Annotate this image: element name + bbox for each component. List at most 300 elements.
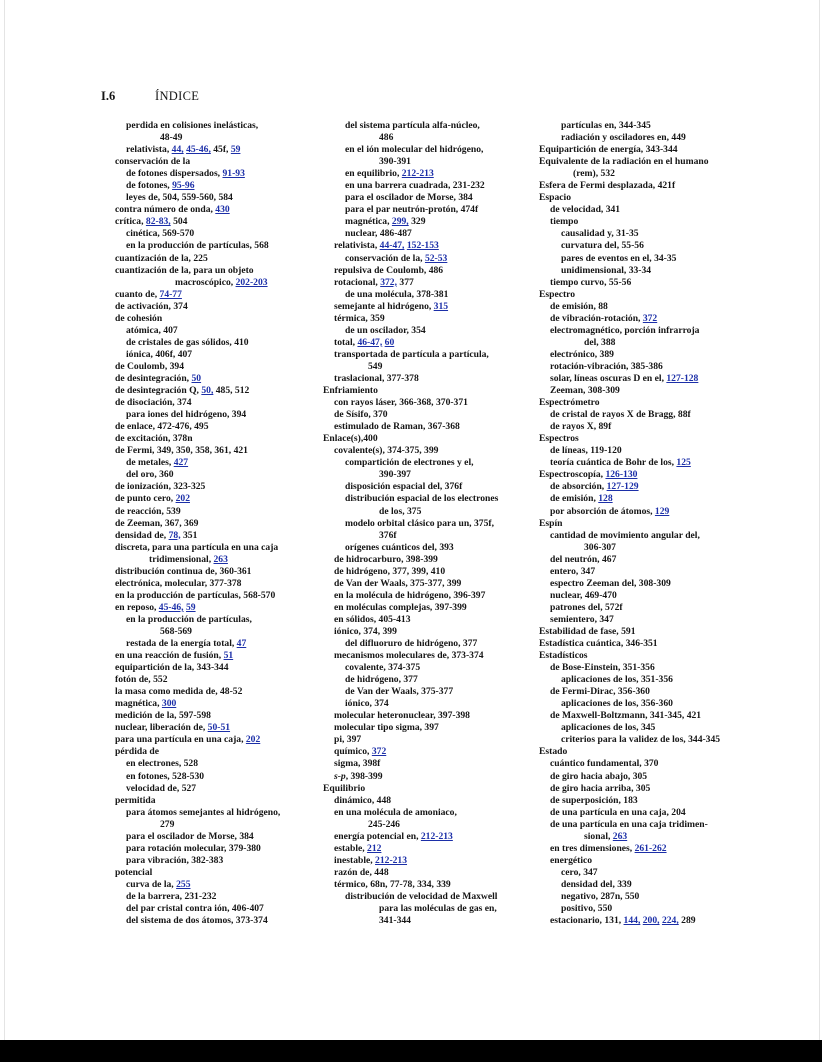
entry-text: de hidrógeno, 377 xyxy=(345,674,418,686)
index-entry xyxy=(115,144,320,156)
entry-text: de superposición, 183 xyxy=(550,794,638,806)
index-entry xyxy=(115,614,320,626)
page-reference-link[interactable]: 212-213 xyxy=(375,854,408,866)
entry-text: para el par neutrón-protón, 474f xyxy=(345,204,479,216)
entry-text: radiación y osciladores en, 449 xyxy=(561,132,686,144)
entry-text: (rem), 532 xyxy=(573,168,615,180)
entry-text: perdida en colisiones inelásticas, xyxy=(126,120,259,131)
entry-text: de cristal de rayos X de Bragg, 88f xyxy=(550,409,691,421)
index-entry xyxy=(539,674,754,686)
page-reference-link[interactable]: 202 xyxy=(245,734,261,746)
entry-text: la masa como medida de, 48-52 xyxy=(115,686,243,698)
entry-text: para el oscilador de Morse, 384 xyxy=(126,830,254,842)
entry-text: criterios para la validez de los, 344-345 xyxy=(561,734,721,746)
entry-text: partículas en, 344-345 xyxy=(561,120,651,131)
entry-text: electromagnético, porción infrarroja xyxy=(550,324,700,336)
entry-text: distribución continua de, 360-361 xyxy=(115,565,252,577)
index-entry xyxy=(539,650,754,662)
page-reference-link[interactable]: 46-47, xyxy=(357,336,383,348)
entry-text: de ionización, 323-325 xyxy=(115,481,206,493)
entry-text: modelo orbital clásico para un, 375f, xyxy=(345,517,494,529)
index-entry xyxy=(539,469,754,481)
entry-text: químico, xyxy=(334,746,372,758)
index-entry xyxy=(539,240,754,252)
index-entry xyxy=(539,277,754,289)
entry-text: Zeeman, 308-309 xyxy=(550,385,620,397)
page-reference-link[interactable]: 50, xyxy=(201,385,214,397)
index-entry xyxy=(115,518,320,530)
index-entry xyxy=(539,518,754,530)
entry-text: para una partícula en una caja, xyxy=(115,734,246,746)
entry-text: patrones del, 572f xyxy=(550,601,623,613)
entry-text: de metales, xyxy=(126,457,174,469)
entry-text: para rotación molecular, 379-380 xyxy=(126,842,261,854)
page-reference-link[interactable]: 50 xyxy=(191,372,202,384)
entry-text: rotación-vibración, 385-386 xyxy=(550,360,663,372)
index-entry xyxy=(115,493,320,505)
page-reference-link[interactable]: 315 xyxy=(433,300,449,312)
index-entry xyxy=(539,638,754,650)
page-reference-link[interactable]: 224, xyxy=(661,915,679,927)
index-entry xyxy=(115,578,320,590)
index-entry xyxy=(115,867,320,879)
index-entry xyxy=(539,843,754,855)
index-entry-continuation xyxy=(323,132,533,144)
entry-text: de disociación, 374 xyxy=(115,397,192,409)
page-reference-link[interactable]: 255 xyxy=(176,878,191,890)
index-entry-continuation xyxy=(115,554,320,566)
entry-text: en el ión molecular del hidrógeno, xyxy=(345,144,484,156)
entry-text: 341-344 xyxy=(379,915,411,927)
index-entry-continuation xyxy=(539,168,754,180)
entry-text: para las moléculas de gas en, xyxy=(379,903,497,915)
entry-text: de Coulomb, 394 xyxy=(115,360,185,372)
entry-text: inestable, xyxy=(334,854,376,866)
index-entry-continuation xyxy=(323,469,533,481)
page-reference-link[interactable]: 44, xyxy=(171,144,184,156)
index-entry xyxy=(539,385,754,397)
entry-text: Enlace(s),400 xyxy=(323,433,378,445)
entry-text: repulsiva de Coulomb, 486 xyxy=(334,264,444,276)
entry-text: magnética, xyxy=(345,216,392,228)
index-entry xyxy=(323,204,533,216)
index-entry xyxy=(539,421,754,433)
index-entry xyxy=(539,253,754,265)
entry-text: iónica, 406f, 407 xyxy=(126,348,193,360)
index-entry xyxy=(115,289,320,301)
page-reference-link[interactable]: 45-46, xyxy=(158,601,184,613)
index-entry xyxy=(539,156,754,168)
entry-text: negativo, 287n, 550 xyxy=(561,891,640,902)
index-entry-continuation xyxy=(323,361,533,373)
entry-text: sional, xyxy=(584,830,613,842)
entry-text: fotón de, 552 xyxy=(115,674,168,686)
entry-text: Equivalente de la radiación en el humano xyxy=(539,156,709,168)
entry-text: cantidad de movimiento angular del, xyxy=(550,529,700,541)
entry-text: cero, 347 xyxy=(561,866,598,878)
index-entry xyxy=(539,915,754,927)
page-reference-link[interactable]: 372 xyxy=(642,312,658,324)
index-entry xyxy=(323,566,533,578)
index-entry xyxy=(323,325,533,337)
entry-text: atómica, 407 xyxy=(126,324,178,336)
index-entry xyxy=(323,192,533,204)
page-reference-link[interactable]: 60 xyxy=(384,336,395,348)
page-reference-link[interactable]: 202 xyxy=(175,493,190,505)
index-entry xyxy=(323,614,533,626)
index-entry xyxy=(539,457,754,469)
entry-text: curvatura del, 55-56 xyxy=(561,240,644,252)
entry-text: transportada de partícula a partícula, xyxy=(334,348,489,360)
page-reference-link[interactable]: 263 xyxy=(612,830,628,842)
entry-text: restada de la energía total, xyxy=(126,638,237,650)
index-entry xyxy=(323,686,533,698)
page-title: ÍNDICE xyxy=(155,89,200,103)
index-entry xyxy=(115,734,320,746)
index-entry xyxy=(323,891,533,903)
index-entry xyxy=(323,843,533,855)
entry-text: del sistema de dos átomos, 373-374 xyxy=(126,915,268,927)
index-entry xyxy=(115,674,320,686)
page-reference-link[interactable]: 82-83, xyxy=(145,216,171,228)
index-entry xyxy=(323,795,533,807)
entry-text: contra número de onda, xyxy=(115,204,216,216)
index-entry xyxy=(539,204,754,216)
index-entry xyxy=(539,325,754,337)
entry-text: de líneas, 119-120 xyxy=(550,445,622,457)
entry-text: total, xyxy=(334,336,358,348)
entry-text: de desintegración Q, xyxy=(115,385,202,397)
index-entry xyxy=(115,156,320,168)
entry-text: en una barrera cuadrada, 231-232 xyxy=(345,180,485,192)
index-entry xyxy=(115,710,320,722)
page-reference-link[interactable]: 44-47, xyxy=(379,240,405,252)
index-entry xyxy=(115,566,320,578)
entry-text: unidimensional, 33-34 xyxy=(561,264,652,276)
index-entry xyxy=(539,771,754,783)
entry-text: para átomos semejantes al hidrógeno, xyxy=(126,806,281,818)
index-entry xyxy=(323,493,533,505)
index-entry-continuation xyxy=(323,156,533,168)
entry-text: velocidad de, 527 xyxy=(126,782,197,794)
index-entry xyxy=(115,831,320,843)
entry-text: en moléculas complejas, 397-399 xyxy=(334,601,467,613)
index-column-1 xyxy=(115,120,320,927)
index-entry xyxy=(323,144,533,156)
entry-text: pares de eventos en el, 34-35 xyxy=(561,252,677,264)
index-entry xyxy=(115,542,320,554)
entry-text: mecanismos moleculares de, 373-374 xyxy=(334,650,484,662)
index-entry xyxy=(539,626,754,638)
index-entry xyxy=(323,301,533,313)
page-reference-link[interactable]: 202-203 xyxy=(235,276,268,288)
entry-text: molecular heteronuclear, 397-398 xyxy=(334,710,470,722)
entry-text: de Sísifo, 370 xyxy=(334,409,388,421)
index-entry xyxy=(115,240,320,252)
entry-text: de un oscilador, 354 xyxy=(345,324,426,336)
entry-text: nuclear, 469-470 xyxy=(550,589,617,601)
entry-text: Estabilidad de fase, 591 xyxy=(539,625,636,637)
page-reference-link[interactable]: 212 xyxy=(367,842,382,854)
entry-text: rotacional, xyxy=(334,276,381,288)
entry-text: para iones del hidrógeno, 394 xyxy=(126,409,247,421)
entry-text: densidad de, xyxy=(115,529,169,541)
page-reference-link[interactable]: 128 xyxy=(598,493,613,505)
index-entry xyxy=(115,313,320,325)
entry-text: potencial xyxy=(115,866,153,878)
index-entry xyxy=(539,530,754,542)
entry-text: de cristales de gas sólidos, 410 xyxy=(126,336,249,348)
entry-text: del neutrón, 467 xyxy=(550,553,617,565)
entry-text: macroscópico, xyxy=(175,276,236,288)
entry-text: Equipartición de energía, 343-344 xyxy=(539,144,678,156)
page-reference-link[interactable]: 127-129 xyxy=(606,481,639,493)
index-entry xyxy=(115,192,320,204)
page-reference-link[interactable]: 430 xyxy=(215,204,230,216)
entry-text: de una partícula en una caja tridimen- xyxy=(550,818,708,830)
page-reference-link[interactable]: 78, xyxy=(168,529,181,541)
index-entry xyxy=(539,867,754,879)
index-entry xyxy=(323,289,533,301)
index-entry xyxy=(323,433,533,445)
index-entry xyxy=(539,722,754,734)
entry-text: magnética, xyxy=(115,698,162,710)
index-entry xyxy=(115,204,320,216)
entry-text: 306-307 xyxy=(584,541,616,553)
entry-text: 377 xyxy=(397,276,414,288)
index-entry xyxy=(539,783,754,795)
document-page xyxy=(4,0,820,1040)
page-reference-link[interactable]: 52-53 xyxy=(424,252,448,264)
entry-text: espectro Zeeman del, 308-309 xyxy=(550,577,671,589)
entry-text: estacionario, 131, xyxy=(550,915,624,927)
entry-text: de excitación, 378n xyxy=(115,433,193,445)
entry-text: de rayos X, 89f xyxy=(550,421,612,433)
index-entry xyxy=(539,397,754,409)
index-entry xyxy=(115,650,320,662)
entry-text: de giro hacia abajo, 305 xyxy=(550,770,648,782)
entry-text: del par cristal contra ión, 406-407 xyxy=(126,903,264,915)
page-reference-link[interactable]: 427 xyxy=(173,457,189,469)
page-reference-link[interactable]: 95-96 xyxy=(172,180,195,192)
index-entry xyxy=(539,481,754,493)
entry-text: cuantización de la, para un objeto xyxy=(115,264,254,276)
index-entry xyxy=(539,566,754,578)
page-reference-link[interactable]: 299, xyxy=(391,216,409,228)
index-entry xyxy=(115,795,320,807)
entry-text: en la producción de partículas, xyxy=(126,613,252,625)
index-entry xyxy=(323,746,533,758)
page-reference-link[interactable]: 59 xyxy=(185,601,196,613)
entry-text: estable, xyxy=(334,842,368,854)
index-entry xyxy=(115,265,320,277)
index-entry xyxy=(323,734,533,746)
index-entry xyxy=(539,662,754,674)
index-entry xyxy=(539,746,754,758)
index-entry xyxy=(115,409,320,421)
entry-text: positivo, 550 xyxy=(561,903,613,915)
entry-text: de Fermi-Dirac, 356-360 xyxy=(550,686,650,698)
index-entry xyxy=(115,506,320,518)
index-entry xyxy=(323,710,533,722)
index-entry xyxy=(539,807,754,819)
index-entry-continuation xyxy=(539,542,754,554)
entry-text: semientero, 347 xyxy=(550,613,614,625)
page-reference-link[interactable]: 59 xyxy=(230,144,241,156)
index-entry xyxy=(323,265,533,277)
entry-text: sigma, 398f xyxy=(334,758,381,770)
entry-text: molecular tipo sigma, 397 xyxy=(334,722,439,734)
entry-text: nuclear, liberación de, xyxy=(115,722,208,734)
entry-text: de hidrocarburo, 398-399 xyxy=(334,553,438,565)
index-entry xyxy=(115,891,320,903)
page-reference-link[interactable]: 152-153 xyxy=(406,240,439,252)
page-reference-link[interactable]: 125 xyxy=(676,457,691,469)
index-entry xyxy=(115,638,320,650)
entry-text: de absorción, xyxy=(550,481,607,493)
index-entry xyxy=(115,903,320,915)
index-entry xyxy=(323,831,533,843)
entry-text: entero, 347 xyxy=(550,565,596,577)
index-entry xyxy=(323,168,533,180)
index-entry xyxy=(539,132,754,144)
entry-text: de la barrera, 231-232 xyxy=(126,891,217,902)
page-reference-link[interactable]: 51 xyxy=(223,650,234,662)
page-reference-link[interactable]: 91-93 xyxy=(222,168,245,180)
entry-text: de reacción, 539 xyxy=(115,505,181,517)
page-reference-link[interactable]: 263 xyxy=(213,553,228,565)
index-entry xyxy=(115,373,320,385)
entry-text: del difluoruro de hidrógeno, 377 xyxy=(345,638,478,650)
index-entry xyxy=(323,554,533,566)
index-entry xyxy=(115,915,320,927)
entry-text: 289 xyxy=(678,915,696,927)
index-entry xyxy=(115,590,320,602)
entry-text: aplicaciones de los, 345 xyxy=(561,722,656,734)
index-entry xyxy=(115,349,320,361)
entry-text: de vibración-rotación, xyxy=(550,312,643,324)
index-entry xyxy=(539,373,754,385)
index-entry xyxy=(115,120,320,132)
page-reference-link[interactable]: 45-46, xyxy=(186,144,211,156)
entry-text: iónico, 374, 399 xyxy=(334,625,397,637)
entry-text: Espacio xyxy=(539,192,571,204)
index-entry xyxy=(323,421,533,433)
index-entry xyxy=(115,771,320,783)
page-reference-link[interactable]: 372 xyxy=(371,746,387,758)
page-reference-link[interactable]: 50-51 xyxy=(207,722,231,734)
index-entry xyxy=(115,530,320,542)
entry-text: orígenes cuánticos del, 393 xyxy=(345,541,454,553)
entry-text: en una reacción de fusión, xyxy=(115,650,224,662)
entry-text: iónico, 374 xyxy=(345,698,389,710)
index-entry xyxy=(539,819,754,831)
entry-text: en sólidos, 405-413 xyxy=(334,613,411,625)
entry-text: de Maxwell-Boltzmann, 341-345, 421 xyxy=(550,710,702,722)
entry-text: en la producción de partículas, 568-570 xyxy=(115,589,276,601)
index-entry xyxy=(539,590,754,602)
entry-text: de fotones dispersados, xyxy=(126,168,223,180)
page-reference-link[interactable]: 127-128 xyxy=(666,372,699,384)
index-entry xyxy=(323,253,533,265)
page-reference-link[interactable]: 261-262 xyxy=(634,842,667,854)
page-reference-link[interactable]: 372, xyxy=(380,276,397,288)
index-entry-continuation xyxy=(115,819,320,831)
entry-text: electrónica, molecular, 377-378 xyxy=(115,577,242,589)
page-reference-link[interactable]: 74-77 xyxy=(159,288,182,300)
entry-text: 504 xyxy=(170,216,188,228)
page-reference-link[interactable]: 129 xyxy=(654,505,670,517)
index-entry xyxy=(539,120,754,132)
index-entry xyxy=(539,614,754,626)
entry-text: 45f, xyxy=(210,144,231,156)
entry-text: cuantización de la, 225 xyxy=(115,252,208,264)
entry-text: para vibración, 382-383 xyxy=(126,854,224,866)
entry-text: aplicaciones de los, 356-360 xyxy=(561,698,673,710)
index-entry xyxy=(539,144,754,156)
entry-text: de una molécula, 378-381 xyxy=(345,288,449,300)
entry-text: térmico, 68n, 77-78, 334, 339 xyxy=(334,878,451,890)
index-entry-continuation xyxy=(115,132,320,144)
page-reference-link[interactable]: 144, xyxy=(623,915,641,927)
entry-text: Espín xyxy=(539,517,563,529)
index-entry xyxy=(115,385,320,397)
index-entry xyxy=(115,783,320,795)
entry-text: de enlace, 472-476, 495 xyxy=(115,421,209,433)
index-entry xyxy=(539,698,754,710)
index-entry xyxy=(323,650,533,662)
index-entry xyxy=(115,855,320,867)
index-entry xyxy=(323,722,533,734)
index-entry xyxy=(539,289,754,301)
entry-text: teoría cuántica de Bohr de los, xyxy=(550,457,677,469)
entry-text: en tres dimensiones, xyxy=(550,842,635,854)
entry-text: Espectroscopía, xyxy=(539,469,606,481)
entry-text: Espectro xyxy=(539,288,576,300)
index-entry xyxy=(115,301,320,313)
entry-text: de desintegración, xyxy=(115,372,192,384)
entry-text: en la molécula de hidrógeno, 396-397 xyxy=(334,589,486,601)
page-reference-link[interactable]: 126-130 xyxy=(605,469,638,481)
entry-text: conservación de la xyxy=(115,156,191,168)
index-entry xyxy=(115,758,320,770)
index-entry xyxy=(323,457,533,469)
index-entry xyxy=(323,542,533,554)
index-entry xyxy=(115,602,320,614)
index-entry xyxy=(539,265,754,277)
page-reference-link[interactable]: 300 xyxy=(161,698,177,710)
entry-text-italic: s-p xyxy=(334,770,346,782)
page-reference-link[interactable]: 200, xyxy=(642,915,660,927)
page-reference-link[interactable]: 47 xyxy=(236,638,247,650)
viewer-bottom-bar xyxy=(0,1040,822,1062)
index-entry xyxy=(115,397,320,409)
page-reference-link[interactable]: 212-213 xyxy=(420,830,453,842)
entry-text: 279 xyxy=(160,818,175,830)
entry-text: Estadísticos xyxy=(539,650,588,662)
entry-text: de Van der Waals, 375-377 xyxy=(345,686,454,698)
index-entry xyxy=(323,180,533,192)
index-entry xyxy=(323,590,533,602)
entry-text: del sistema partícula alfa-núcleo, xyxy=(345,120,480,131)
entry-text: de Fermi, 349, 350, 358, 361, 421 xyxy=(115,445,248,457)
entry-text: compartición de electrones y el, xyxy=(345,457,474,469)
entry-text: nuclear, 486-487 xyxy=(345,228,412,240)
page-reference-link[interactable]: 212-213 xyxy=(401,168,434,180)
index-entry xyxy=(323,674,533,686)
index-entry xyxy=(323,373,533,385)
index-entry xyxy=(323,349,533,361)
